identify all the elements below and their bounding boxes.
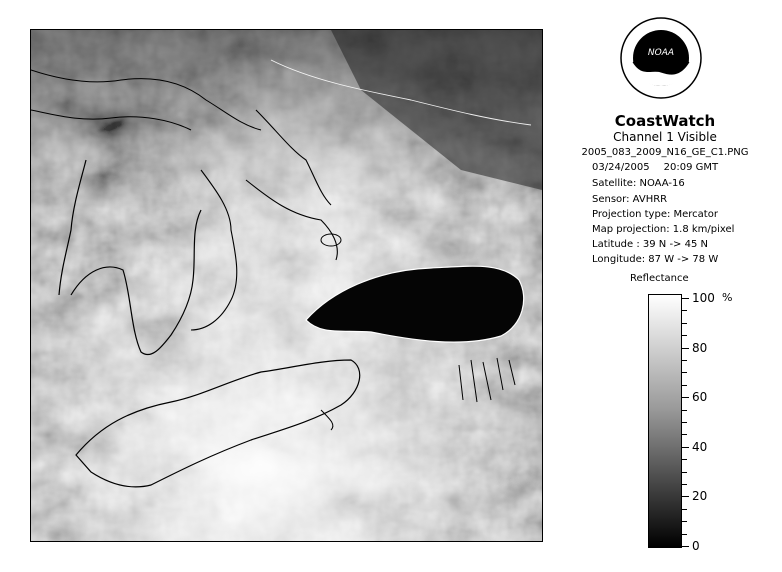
colorbar-tick (681, 534, 687, 535)
sensor-info: Sensor: AVHRR (592, 194, 668, 205)
colorbar-label: 40 (692, 440, 708, 454)
channel-subtitle: Channel 1 Visible (613, 130, 717, 144)
colorbar-tick (681, 509, 687, 510)
satellite-info: Satellite: NOAA-16 (592, 178, 685, 189)
colorbar-tick (681, 521, 687, 522)
colorbar-tick (681, 484, 687, 485)
colorbar-label: 20 (692, 489, 708, 503)
colorbar-tick (681, 397, 689, 398)
colorbar-label: 80 (692, 341, 708, 355)
colorbar-tick (681, 348, 689, 349)
longitude-info: Longitude: 87 W -> 78 W (592, 254, 719, 265)
map-projection-info: Map projection: 1.8 km/pixel (592, 224, 735, 235)
projection-type-info: Projection type: Mercator (592, 209, 718, 220)
acquisition-date: 03/24/2005 (592, 162, 650, 173)
colorbar-label: 60 (692, 390, 708, 404)
brand-title: CoastWatch (614, 112, 716, 130)
acquisition-time: 20:09 GMT (663, 162, 719, 173)
satellite-image-panel (30, 29, 543, 542)
colorbar-tick (681, 546, 689, 547)
logo-center-text: NOAA (647, 48, 675, 58)
acquisition-datetime (592, 162, 718, 173)
latitude-info: Latitude : 39 N -> 45 N (592, 239, 708, 250)
colorbar-tick (681, 360, 687, 361)
noaa-logo-icon (620, 17, 702, 99)
colorbar-tick (681, 410, 687, 411)
colorbar-tick (681, 372, 687, 373)
colorbar-label: 0 (692, 539, 700, 553)
image-filename: 2005_083_2009_N16_GE_C1.PNG (581, 147, 749, 158)
colorbar-tick (681, 472, 687, 473)
colorbar-tick (681, 310, 687, 311)
colorbar-tick (681, 422, 687, 423)
colorbar-tick (681, 496, 689, 497)
colorbar-tick (681, 323, 687, 324)
colorbar-label: 100 (692, 291, 715, 305)
colorbar-tick (681, 434, 687, 435)
satellite-map (31, 30, 542, 541)
colorbar-unit: % (722, 291, 733, 304)
colorbar-tick (681, 385, 687, 386)
colorbar-title: Reflectance (630, 273, 689, 284)
colorbar-tick (681, 459, 687, 460)
colorbar-tick (681, 298, 689, 299)
colorbar-tick (681, 447, 689, 448)
reflectance-colorbar (648, 294, 682, 548)
colorbar-tick (681, 335, 687, 336)
